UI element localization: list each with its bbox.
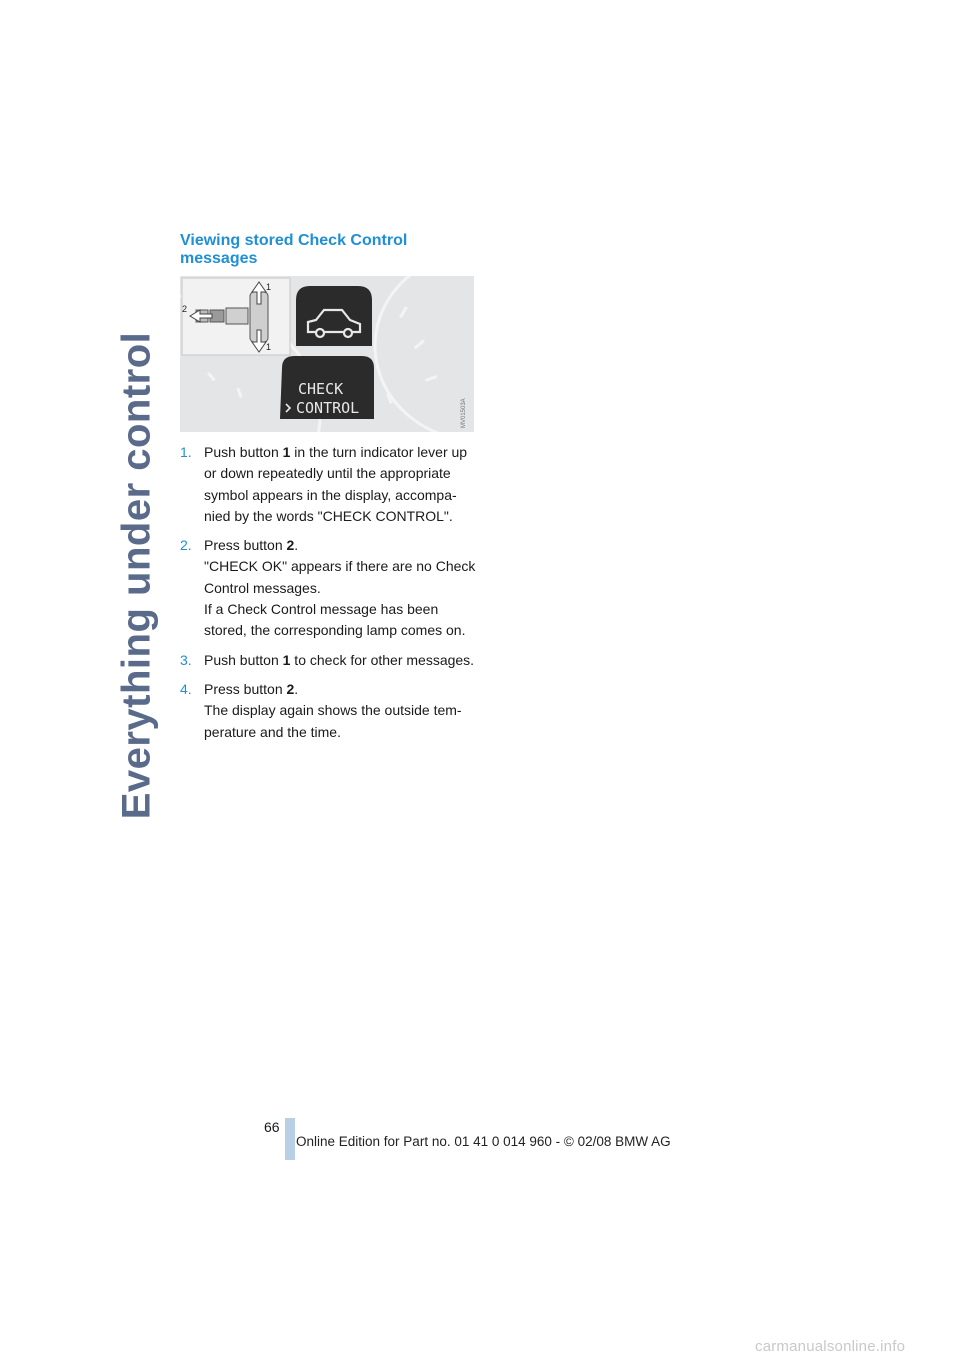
button-reference: 2 — [286, 680, 295, 697]
step-text: Press button — [204, 680, 287, 697]
step-text: Press button — [204, 537, 287, 554]
display-text-control: CONTROL — [296, 399, 360, 417]
step-text: or down repeatedly until the appropriate — [204, 465, 451, 482]
step-text: If a Check Control message has been — [204, 601, 439, 618]
step-text: nied by the words "CHECK CONTROL". — [204, 507, 453, 524]
step-number: 4. — [180, 680, 192, 697]
step-text-line — [204, 463, 480, 484]
step-text: perature and the time. — [204, 723, 341, 740]
step-text: symbol appears in the display, accompa- — [204, 486, 457, 503]
callout-1-top: 1 — [266, 282, 272, 292]
section-heading-line-2: messages — [180, 250, 258, 267]
step-text-line — [204, 535, 480, 556]
button-reference: 1 — [282, 651, 291, 668]
side-section-title — [112, 230, 162, 920]
step-item — [180, 535, 480, 641]
step-number: 1. — [180, 444, 192, 460]
step-item — [180, 442, 480, 527]
display-text-check: CHECK — [298, 380, 344, 398]
step-number: 3. — [180, 651, 192, 668]
step-text: in the turn indicator lever up — [290, 444, 468, 460]
step-text-line — [204, 578, 480, 599]
step-text-line — [204, 599, 480, 620]
step-text-line — [204, 650, 480, 671]
section-heading-line-1: Viewing stored Check Control — [180, 232, 408, 249]
step-text-line — [204, 679, 480, 700]
step-text: . — [294, 537, 299, 554]
step-text: "CHECK OK" appears if there are no Check — [204, 558, 476, 575]
step-text-line — [204, 485, 480, 506]
step-text: Push button — [204, 651, 283, 668]
image-code: MV01503A — [461, 398, 467, 428]
site-watermark: carmanualsonline.info — [755, 1338, 906, 1355]
footer-accent-bar — [285, 1118, 295, 1160]
step-text-line — [204, 620, 480, 641]
page-number: 66 — [264, 1119, 280, 1135]
step-number: 2. — [180, 537, 192, 554]
side-section-title-text: Everything under control — [114, 331, 159, 819]
footer-edition-text: Online Edition for Part no. 01 41 0 014 960 - © 02/08 BMW AG — [296, 1134, 671, 1149]
step-text: stored, the corresponding lamp comes on. — [204, 622, 466, 639]
instrument-display-illustration — [180, 276, 474, 432]
step-text: . — [294, 680, 299, 697]
step-text-line — [204, 700, 480, 721]
callout-2: 2 — [182, 304, 188, 314]
step-item — [180, 650, 480, 671]
step-text-line — [204, 722, 480, 743]
step-text-line — [204, 442, 480, 463]
step-text: to check for other messages. — [290, 651, 475, 668]
step-text-line — [204, 506, 480, 527]
step-text: The display again shows the outside tem- — [204, 702, 462, 719]
step-text-line — [204, 556, 480, 577]
illustration-graphic — [180, 276, 474, 432]
instruction-steps — [180, 442, 480, 751]
callout-1-bottom: 1 — [266, 342, 272, 352]
step-text: Control messages. — [204, 579, 321, 596]
button-reference: 2 — [286, 537, 295, 554]
step-text: Push button — [204, 444, 283, 460]
button-reference: 1 — [282, 444, 291, 460]
step-item — [180, 679, 480, 743]
section-heading — [180, 232, 480, 268]
